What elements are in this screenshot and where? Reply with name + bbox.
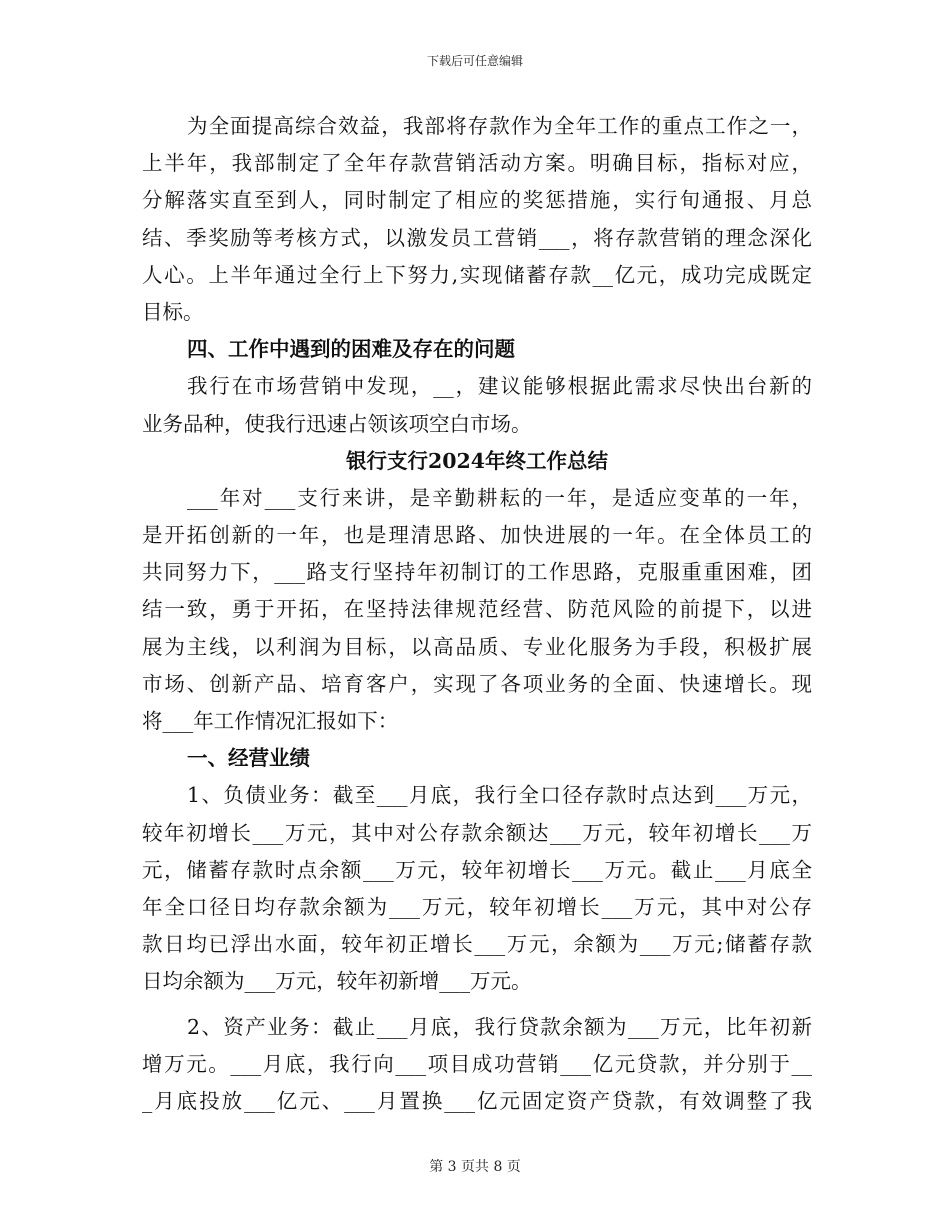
text-line: 增万元。___月底，我行向___项目成功营销___亿元贷款，并分别于__ bbox=[142, 1051, 812, 1076]
text-line: 1、负债业务：截至___月底，我行全口径存款时点达到___万元， bbox=[187, 783, 812, 808]
document-body bbox=[142, 108, 812, 1120]
text-line: _月底投放___亿元、___月置换___亿元固定资产贷款，有效调整了我 bbox=[142, 1088, 812, 1113]
text-line: 人心。上半年通过全行上下努力,实现储蓄存款__亿元，成功完成既定 bbox=[142, 262, 812, 287]
problems-paragraph bbox=[142, 368, 812, 442]
text-line: 目标。 bbox=[142, 299, 204, 324]
text-line: 我行在市场营销中发现，__，建议能够根据此需求尽快出台新的 bbox=[187, 374, 812, 399]
text-line: 分解落实直至到人，同时制定了相应的奖惩措施，实行旬通报、月总 bbox=[142, 188, 812, 213]
intro-paragraph bbox=[142, 480, 812, 740]
text-line: 展为主线，以利润为目标，以高品质、专业化服务为手段，积极扩展 bbox=[142, 634, 812, 659]
text-line: 为全面提高综合效益，我部将存款作为全年工作的重点工作之一， bbox=[187, 114, 812, 138]
text-line: 结、季奖励等考核方式，以激发员工营销___，将存款营销的理念深化 bbox=[142, 225, 812, 250]
text-line: 款日均已浮出水面，较年初正增长___万元，余额为___万元;储蓄存款 bbox=[142, 932, 812, 957]
section-heading-performance: 一、经营业绩 bbox=[187, 746, 310, 771]
section-heading-problems: 四、工作中遇到的困难及存在的问题 bbox=[187, 337, 515, 362]
asset-paragraph bbox=[142, 1009, 812, 1121]
text-line: 市场、创新产品、培育客户，实现了各项业务的全面、快速增长。现 bbox=[142, 671, 812, 696]
text-line: 日均余额为___万元，较年初新增___万元。 bbox=[142, 969, 532, 994]
text-line: 共同努力下，___路支行坚持年初制订的工作思路，克服重重困难，团 bbox=[142, 560, 812, 585]
text-line: 年全口径日均存款余额为___万元，较年初增长___万元，其中对公存 bbox=[142, 894, 812, 919]
deposit-paragraph bbox=[142, 108, 812, 331]
document-title: 银行支行2024年终工作总结 bbox=[345, 448, 609, 473]
text-line: 是开拓创新的一年，也是理清思路、加快进展的一年。在全体员工的 bbox=[142, 523, 812, 548]
page-header: 下载后可任意编辑 bbox=[426, 54, 523, 68]
text-line: 较年初增长___万元，其中对公存款余额达___万元，较年初增长___万 bbox=[142, 820, 812, 845]
text-line: 2、资产业务：截止___月底，我行贷款余额为___万元，比年初新 bbox=[187, 1014, 812, 1039]
liability-paragraph bbox=[142, 777, 812, 1000]
paragraph-gap bbox=[142, 1001, 812, 1009]
text-line: ___年对___支行来讲，是辛勤耕耘的一年，是适应变革的一年， bbox=[187, 485, 812, 510]
text-line: 结一致，勇于开拓，在坚持法律规范经营、防范风险的前提下，以进 bbox=[142, 597, 812, 622]
text-line: 将___年工作情况汇报如下： bbox=[142, 709, 399, 733]
text-line: 业务品种，使我行迅速占领该项空白市场。 bbox=[142, 411, 532, 436]
page-footer: 第 3 页共 8 页 bbox=[429, 1159, 521, 1175]
text-line: 元，储蓄存款时点余额___万元，较年初增长___万元。截止___月底全 bbox=[142, 857, 812, 882]
text-line: 上半年，我部制定了全年存款营销活动方案。明确目标，指标对应， bbox=[142, 151, 812, 176]
